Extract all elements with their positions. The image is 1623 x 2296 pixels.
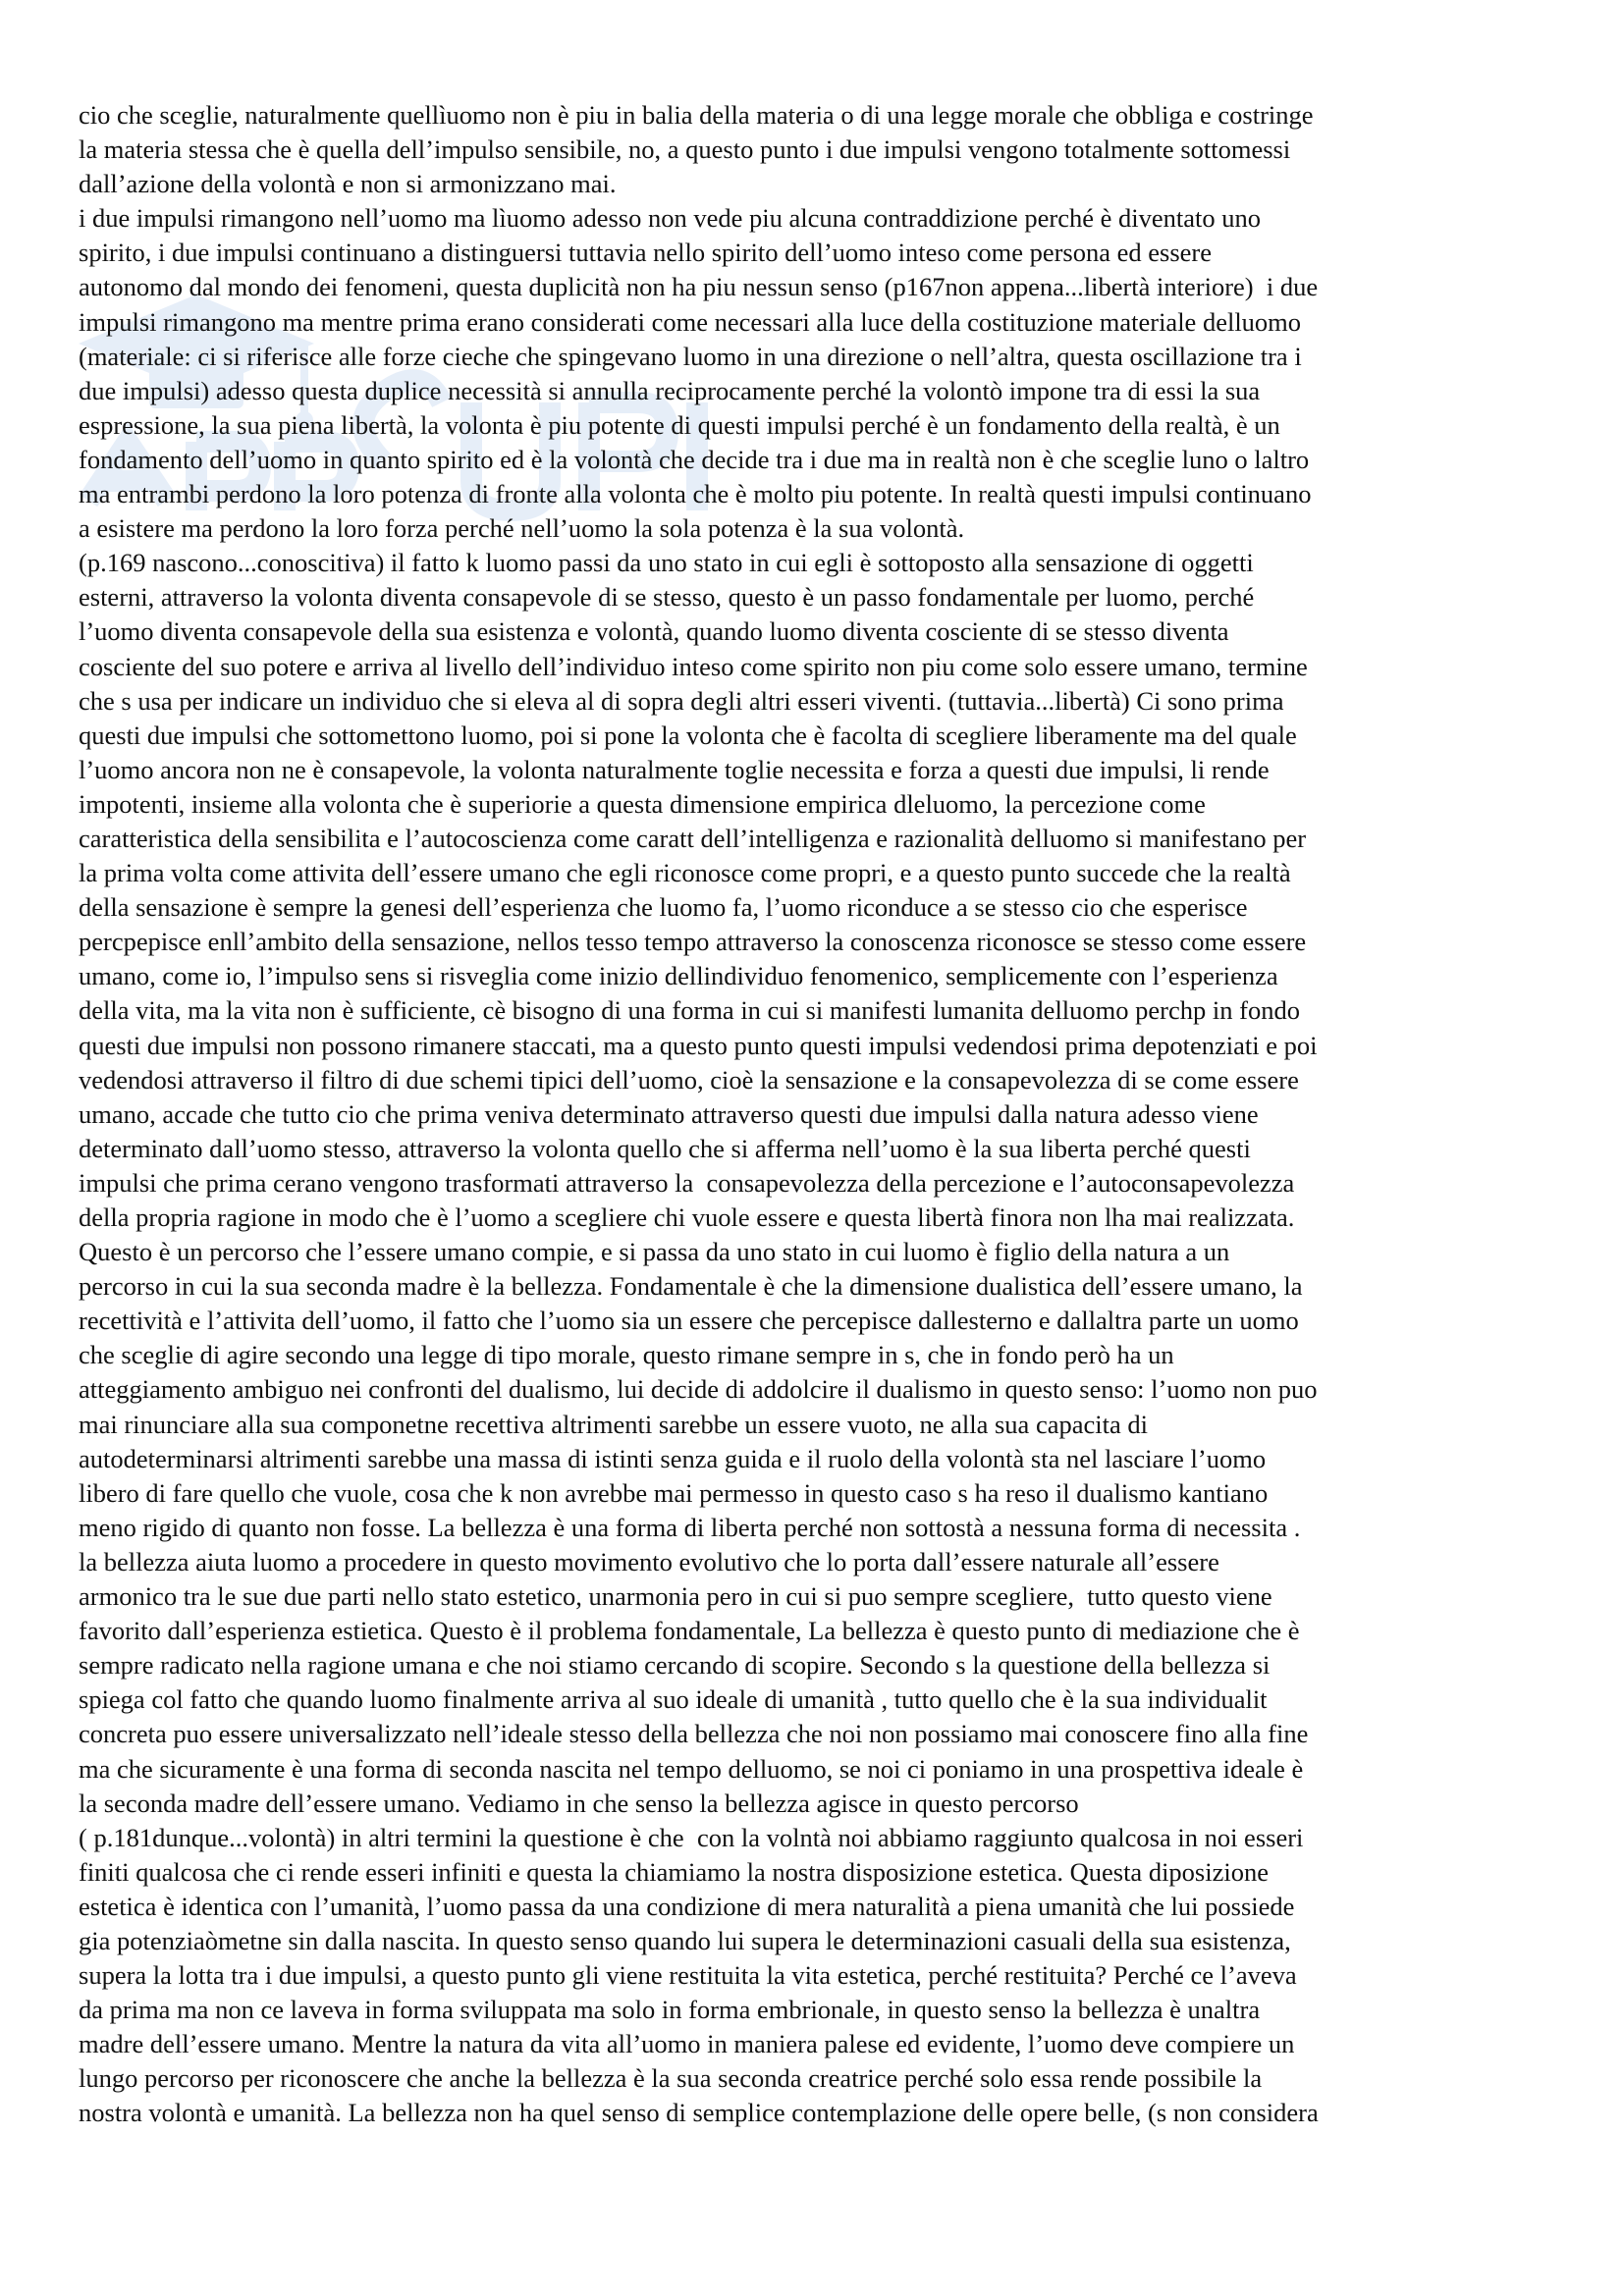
text-line: vedendosi attraverso il filtro di due schemi tipici dell’uomo, cioè la sensazione e la consapevolezza di se come essere — [79, 1064, 1299, 1095]
text-line: l’uomo ancora non ne è consapevole, la volonta naturalmente toglie necessita e forza a questi due impulsi, li rende — [79, 754, 1270, 784]
text-line: impulsi che prima cerano vengono trasformati attraverso la consapevolezza della percezione e l’autoconsapevolezza — [79, 1167, 1295, 1198]
text-line: da prima ma non ce laveva in forma sviluppata ma solo in forma embrionale, in questo senso la bellezza è unaltra — [79, 1995, 1261, 2025]
text-line: umano, come io, l’impulso sens si risveglia come inizio dellindividuo fenomenico, semplicemente con l’esperienza — [79, 961, 1278, 991]
text-line: favorito dall’esperienza estietica. Questo è il problema fondamentale, La bellezza è questo punto di mediazione che è — [79, 1616, 1300, 1646]
text-line: la prima volta come attivita dell’essere umano che egli riconosce come propri, e a questo punto succede che la realtà — [79, 858, 1291, 888]
text-line: questi due impulsi che sottomettono luomo, poi si pone la volonta che è facolta di scegliere liberamente ma del quale — [79, 720, 1297, 750]
text-line: Questo è un percorso che l’essere umano compie, e si passa da uno stato in cui luomo è figlio della natura a un — [79, 1237, 1230, 1267]
text-line: concreta puo essere universalizzato nell’ideale stesso della bellezza che noi non possiamo mai conoscere fino alla fine — [79, 1719, 1309, 1749]
text-line: la materia stessa che è quella dell’impulso sensibile, no, a questo punto i due impulsi vengono totalmente sottomessi — [79, 134, 1291, 165]
text-line: ma che sicuramente è una forma di seconda nascita nel tempo delluomo, se noi ci poniamo in una prospettiva ideale è — [79, 1753, 1304, 1784]
text-line: caratteristica della sensibilita e l’autocoscienza come caratt dell’intelligenza e razionalità delluomo si manifestano per — [79, 823, 1307, 853]
text-line: cosciente del suo potere e arriva al livello dell’individuo inteso come spirito non piu come solo essere umano, termine — [79, 651, 1308, 681]
text-line: recettività e l’attivita dell’uomo, il fatto che l’uomo sia un essere che percepisce dallesterno e dallaltra parte un uomo — [79, 1306, 1299, 1336]
text-line: della vita, ma la vita non è sufficiente, cè bisogno di una forma in cui si manifesti lumanita delluomo perchp in fondo — [79, 995, 1300, 1026]
text-line: (p.169 nascono...conoscitiva) il fatto k luomo passi da uno stato in cui egli è sottoposto alla sensazione di oggetti — [79, 548, 1254, 578]
text-line: impotenti, insieme alla volonta che è superiorie a questa dimensione empirica dleluomo, la percezione come — [79, 788, 1206, 819]
text-line: percpepisce enll’ambito della sensazione, nellos tesso tempo attraverso la conoscenza riconosce se stesso come essere — [79, 927, 1307, 957]
text-line: mai rinunciare alla sua componetne recettiva altrimenti sarebbe un essere vuoto, ne alla sua capacita di — [79, 1409, 1148, 1439]
text-line: a esistere ma perdono la loro forza perché nell’uomo la sola potenza è la sua volontà. — [79, 513, 965, 544]
text-line: esterni, attraverso la volonta diventa consapevole di se stesso, questo è un passo fondamentale per luomo, perché — [79, 582, 1255, 613]
text-line: autonomo dal mondo dei fenomeni, questa duplicità non ha piu nessun senso (p167non appena...libertà interiore) i due — [79, 272, 1319, 302]
text-line: della propria ragione in modo che è l’uomo a scegliere chi vuole essere e questa libertà finora non lha mai realizzata. — [79, 1202, 1295, 1232]
text-line: gia potenziaòmetne sin dalla nascita. In questo senso quando lui supera le determinazioni casuali della sua esistenza, — [79, 1925, 1291, 1955]
text-line: lungo percorso per riconoscere che anche la bellezza è la sua seconda creatrice perché solo essa rende possibile la — [79, 2063, 1263, 2094]
text-line: madre dell’essere umano. Mentre la natura da vita all’uomo in maniera palese ed evidente, l’uomo deve compiere un — [79, 2029, 1295, 2059]
text-line: sempre radicato nella ragione umana e che noi stiamo cercando di scopire. Secondo s la questione della bellezza si — [79, 1650, 1271, 1681]
text-line: atteggiamento ambiguo nei confronti del dualismo, lui decide di addolcire il dualismo in questo senso: l’uomo non puo — [79, 1374, 1318, 1405]
text-line: la seconda madre dell’essere umano. Vediamo in che senso la bellezza agisce in questo percorso — [79, 1788, 1079, 1818]
document-text-body — [79, 98, 1551, 2131]
text-line: espressione, la sua piena libertà, la volonta è piu potente di questi impulsi perché è un fondamento della realtà, è un — [79, 409, 1280, 440]
text-line: armonico tra le sue due parti nello stato estetico, unarmonia pero in cui si puo sempre scegliere, tutto questo viene — [79, 1581, 1272, 1612]
text-line: nostra volontà e umanità. La bellezza non ha quel senso di semplice contemplazione delle opere belle, (s non considera — [79, 2098, 1319, 2128]
text-line: l’uomo diventa consapevole della sua esistenza e volontà, quando luomo diventa cosciente di se stesso diventa — [79, 616, 1229, 647]
text-line: che s usa per indicare un individuo che si eleva al di sopra degli altri esseri viventi. (tuttavia...libertà) Ci sono prima — [79, 685, 1284, 716]
text-line: cio che sceglie, naturalmente quellìuomo non è piu in balia della materia o di una legge morale che obbliga e costringe — [79, 100, 1314, 130]
text-line: impulsi rimangono ma mentre prima erano considerati come necessari alla luce della costituzione materiale delluomo — [79, 306, 1302, 337]
text-line: libero di fare quello che vuole, cosa che k non avrebbe mai permesso in questo caso s ha reso il dualismo kantiano — [79, 1477, 1269, 1508]
text-line: questi due impulsi non possono rimanere staccati, ma a questo punto questi impulsi vedendosi prima depotenziati e poi — [79, 1030, 1318, 1060]
text-line: i due impulsi rimangono nell’uomo ma lìuomo adesso non vede piu alcuna contraddizione perché è diventato uno — [79, 203, 1261, 234]
text-line: due impulsi) adesso questa duplice necessità si annulla reciprocamente perché la volontò impone tra di essi la sua — [79, 375, 1261, 405]
text-line: umano, accade che tutto cio che prima veniva determinato attraverso questi due impulsi dalla natura adesso viene — [79, 1098, 1259, 1129]
text-line: percorso in cui la sua seconda madre è la bellezza. Fondamentale è che la dimensione dualistica dell’essere umano, la — [79, 1271, 1303, 1302]
text-line: spiega col fatto che quando luomo finalmente arriva al suo ideale di umanità , tutto quello che è la sua individualit — [79, 1684, 1268, 1715]
text-line: autodeterminarsi altrimenti sarebbe una massa di istinti senza guida e il ruolo della volontà sta nel lasciare l’uomo — [79, 1443, 1267, 1473]
text-line: finiti qualcosa che ci rende esseri infiniti e questa la chiamiamo la nostra disposizione estetica. Questa diposizione — [79, 1856, 1269, 1887]
text-line: ( p.181dunque...volontà) in altri termini la questione è che con la volntà noi abbiamo raggiunto qualcosa in noi esseri — [79, 1822, 1304, 1852]
text-line: determinato dall’uomo stesso, attraverso la volonta quello che si afferma nell’uomo è la sua liberta perché questi — [79, 1133, 1251, 1163]
text-line: (materiale: ci si riferisce alle forze cieche che spingevano luomo in una direzione o nell’altra, questa oscillazione tra i — [79, 341, 1302, 371]
text-line: la bellezza aiuta luomo a procedere in questo movimento evolutivo che lo porta dall’essere naturale all’essere — [79, 1546, 1219, 1576]
text-line: spirito, i due impulsi continuano a distinguersi tuttavia nello spirito dell’uomo inteso come persona ed essere — [79, 238, 1212, 268]
text-line: che sceglie di agire secondo una legge di tipo morale, questo rimane sempre in s, che in fondo però ha un — [79, 1340, 1174, 1370]
text-line: ma entrambi perdono la loro potenza di fronte alla volonta che è molto piu potente. In realtà questi impulsi continuano — [79, 479, 1312, 509]
text-line: estetica è identica con l’umanità, l’uomo passa da una condizione di mera naturalità a piena umanità che lui possiede — [79, 1891, 1295, 1921]
text-line: fondamento dell’uomo in quanto spirito ed è la volontà che decide tra i due ma in realtà non è che sceglie luno o laltro — [79, 444, 1310, 474]
text-line: dall’azione della volontà e non si armonizzano mai. — [79, 169, 617, 199]
text-line: supera la lotta tra i due impulsi, a questo punto gli viene restituita la vita estetica, perché restituita? Perché ce l’aveva — [79, 1960, 1297, 1991]
text-line: della sensazione è sempre la genesi dell’esperienza che luomo fa, l’uomo riconduce a se stesso cio che esperisce — [79, 892, 1248, 923]
text-line: meno rigido di quanto non fosse. La bellezza è una forma di liberta perché non sottostà a nessuna forma di necessita . — [79, 1512, 1301, 1542]
